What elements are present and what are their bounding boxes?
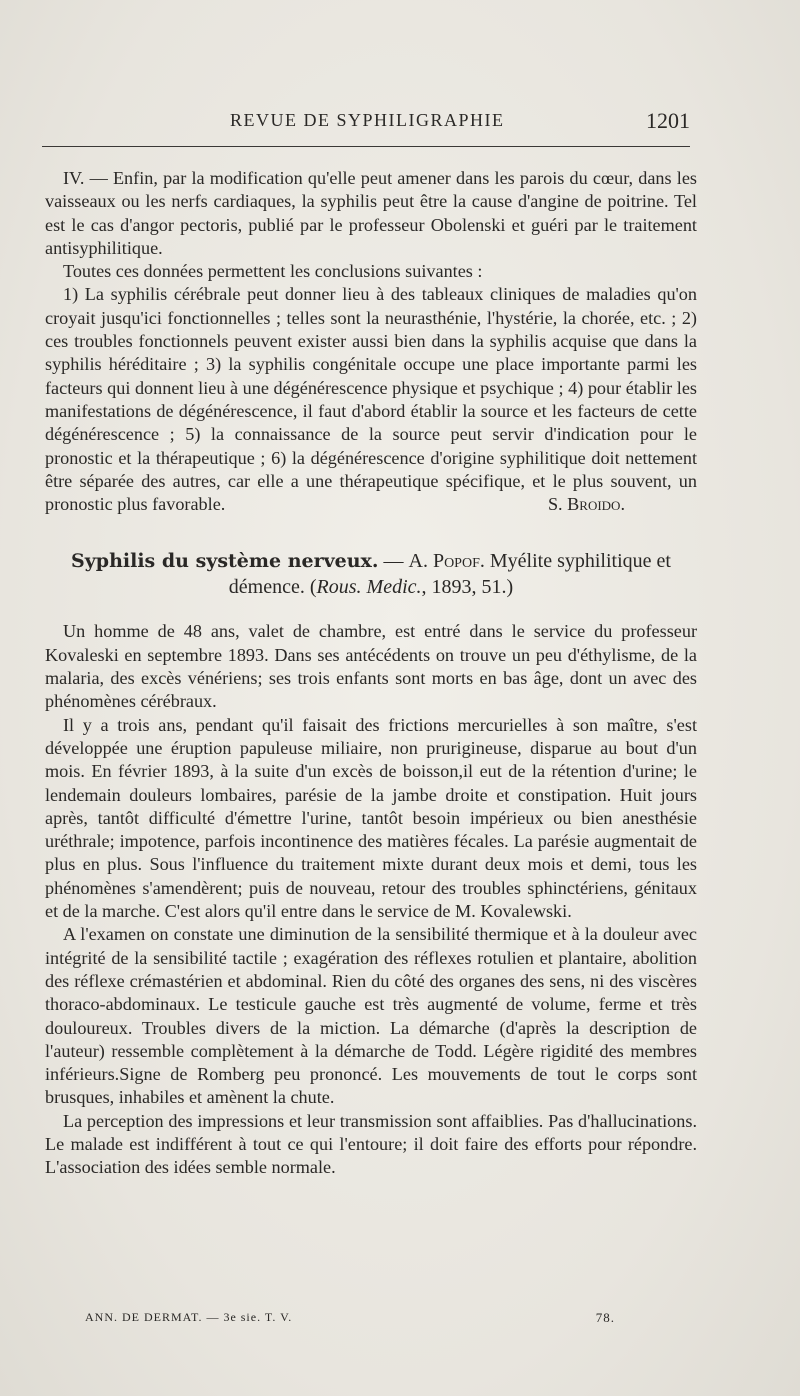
page-body (45, 167, 697, 1180)
signature: S. Broido. (547, 494, 625, 515)
page-footer (85, 1310, 615, 1325)
paragraph: IV. — Enfin, par la modification qu'elle peut amener dans les parois du cœur, dans les vaisseaux ou les nerfs cardiaques, la syphilis peut être la cause d'angine de poitrine. Tel est le cas d'angor pectoris, publié par le professeur Obolenski et guéri par le traitement antisyphilitique. (45, 168, 697, 258)
paragraph: 1) La syphilis cérébrale peut donner lieu à des tableaux cliniques de maladies qu'on croyait jusqu'ici fonctionnelles ; telles sont la neurasthénie, l'hystérie, la chorée, etc. ; 2) ces troubles fonctionnels peuvent exister aussi bien dans la syphilis acquise que dans la syphilis héréditaire ; 3) la syphilis congénitale occupe une place importante parmi les facteurs qui donnent lieu à une dégénérescence physique et psychique ; 4) pour établir les manifestations de dégénérescence, il faut d'abord établir la source et les facteurs de cette dégénérescence ; 5) la connaissance de la source peut servir d'indication pour le pronostic et la thérapeutique ; 6) la dégénérescence d'origine syphilitique doit nettement être séparée des autres, car elle a une thérapeutique spécifique, et le plus souvent, un pronostic plus favorable. (45, 284, 697, 515)
footer-signature: ANN. DE DERMAT. — 3e sie. T. V. (85, 1310, 293, 1324)
header-rule (42, 146, 690, 147)
citation: , 1893, 51.) (421, 576, 514, 599)
paragraph: Il y a trois ans, pendant qu'il faisait des frictions mercurielles à son maître, s'est développée une éruption papuleuse miliaire, non prurigineuse, disparue au bout d'un mois. En février 1893, à la suite d'un excès de boisson,il eut de la rétention d'urine; le lendemain douleurs lombaires, parésie de la jambe droite et constipation. Huit jours après, tantôt difficulté d'émettre l'urine, tantôt besoin impérieux ou bien anesthésie uréthrale; impotence, parfois incontinence des matières fécales. La parésie augmentait de plus en plus. Sous l'influence du traitement mixte durant deux mois et demi, tous les phénomènes s'amendèrent; puis de nouveau, retour des troubles sphinctériens, génitaux et de la marche. C'est alors qu'il entre dans le service de M. Kovalewski. (45, 714, 697, 922)
paragraph: Toutes ces données permettent les conclusions suivantes : (63, 261, 483, 282)
paragraph: Un homme de 48 ans, valet de chambre, est entré dans le service du professeur Kovaleski en septembre 1893. Dans ses antécédents on trouve un peu d'éthylisme, de la malaria, des excès vénériens; ses trois enfants sont morts en bas âge, dont un avec des phénomènes cérébraux. (45, 621, 697, 712)
article-author: A. Popof. (408, 550, 485, 573)
running-title: REVUE DE SYPHILIGRAPHIE (230, 110, 505, 130)
paragraph: A l'examen on constate une diminution de la sensibilité thermique et à la douleur avec intégrité de la sensibilité tactile ; exagération des réflexes rotulien et plantaire, abolition des réflexe crémastérien et abdominal. Rien du côté des organes des sens, ni des viscères thoraco-abdominaux. Le testicule gauche est très augmenté de volume, ferme et très douloureux. Troubles divers de la miction. La démarche (d'après la description de l'auteur) ressemble complètement à la démarche de Todd. Légère rigidité des membres inférieurs.Signe de Romberg peu prononcé. Les mouvements de tout le corps sont brusques, inhabiles et amènent la chute. (45, 924, 697, 1108)
article-title-text: Myélite syphilitique et démence. ( (228, 550, 671, 599)
paragraph: La perception des impressions et leur transmission sont affaiblies. Pas d'hallucinations. Le malade est indifférent à tout ce qui l'entoure; il doit faire des efforts pour répondre. L'association des idées semble normale. (45, 1110, 697, 1178)
page-header (40, 108, 690, 138)
footer-sheet-number: 78. (595, 1310, 615, 1325)
section-heading: Syphilis du système nerveux. (71, 550, 379, 573)
article-title (45, 548, 697, 600)
journal-name: Rous. Medic. (316, 576, 422, 599)
title-dash: — (378, 550, 409, 573)
page-number: 1201 (646, 108, 690, 133)
